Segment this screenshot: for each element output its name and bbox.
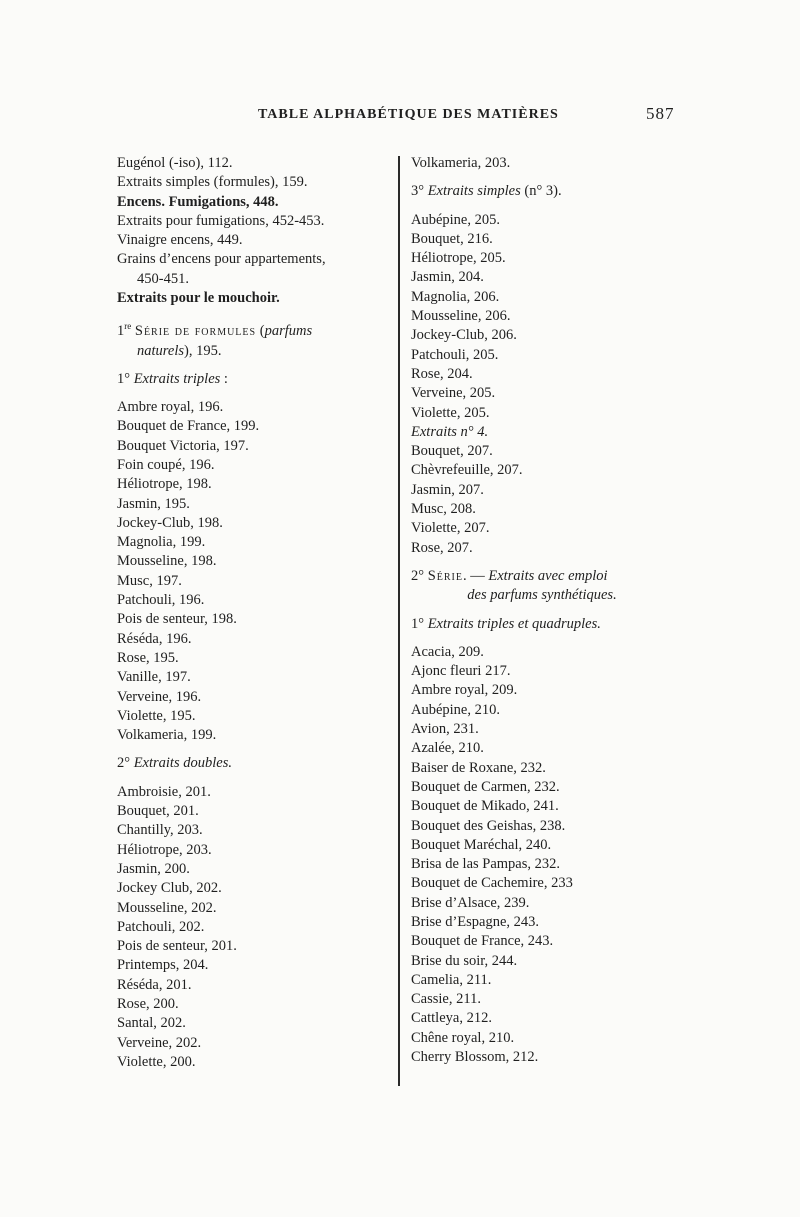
index-entry: Extraits n° 4. [411, 423, 489, 440]
index-entry: Bouquet de Carmen, 232. [411, 778, 560, 795]
index-entry: Santal, 202. [117, 1015, 186, 1032]
index-entry: Baiser de Roxane, 232. [411, 759, 546, 776]
index-entry: 1° Extraits triples et quadruples. [411, 615, 601, 632]
index-entry: Réséda, 201. [117, 976, 192, 993]
index-entry: Encens. Fumigations, 448. [117, 193, 279, 210]
index-entry: Verveine, 205. [411, 385, 496, 402]
index-entry: Jasmin, 195. [117, 495, 190, 512]
index-entry: Mousseline, 206. [411, 308, 511, 325]
index-entry: Mousseline, 198. [117, 553, 217, 570]
index-entry: Magnolia, 206. [411, 288, 500, 305]
index-entry: Bouquet Victoria, 197. [117, 437, 249, 454]
index-entry: Vinaigre encens, 449. [117, 232, 243, 249]
index-entry: Violette, 200. [117, 1053, 196, 1070]
index-entry: Jasmin, 200. [117, 860, 190, 877]
index-entry: Pois de senteur, 201. [117, 938, 237, 955]
index-entry: Violette, 195. [117, 707, 196, 724]
index-entry: Ambroisie, 201. [117, 783, 211, 800]
index-entry: Extraits pour le mouchoir. [117, 290, 280, 307]
index-entry: Volkameria, 203. [411, 155, 511, 171]
index-entry: Azalée, 210. [411, 740, 484, 757]
index-entry: Mousseline, 202. [117, 899, 217, 916]
index-entry: Extraits pour fumigations, 452-453. [117, 212, 325, 229]
index-entry: Bouquet, 201. [117, 803, 199, 820]
index-entry: Violette, 205. [411, 404, 490, 421]
index-entry: Héliotrope, 205. [411, 250, 506, 267]
index-entry: Verveine, 196. [117, 688, 202, 705]
index-entry: Bouquet de France, 199. [117, 418, 260, 435]
index-entry: Volkameria, 199. [117, 727, 217, 744]
index-entry: 1re Série de formules (parfums [117, 321, 313, 340]
index-entry: des parfums synthétiques. [467, 587, 617, 604]
index-entry: 2° Extraits doubles. [117, 755, 232, 772]
index-entry: Bouquet des Geishas, 238. [411, 817, 566, 834]
index-entry: Rose, 195. [117, 649, 179, 666]
index-entry: 450-451. [137, 270, 189, 287]
index-entry: Brisa de las Pampas, 232. [411, 856, 561, 873]
index-entry: Musc, 208. [411, 501, 476, 518]
index-entry: Ajonc fleuri 217. [411, 663, 511, 680]
index-entry: Camelia, 211. [411, 971, 492, 988]
index-entry: Magnolia, 199. [117, 534, 206, 551]
index-entry: Brise d’Alsace, 239. [411, 894, 530, 911]
index-entry: Cherry Blossom, 212. [411, 1049, 539, 1066]
index-entry: Chantilly, 203. [117, 822, 203, 839]
index-entry: Foin coupé, 196. [117, 456, 215, 473]
index-entry: Jasmin, 204. [411, 269, 484, 286]
index-entry: Extraits simples (formules), 159. [117, 174, 308, 191]
index-entry: Jockey-Club, 206. [411, 327, 517, 344]
index-column-right [411, 154, 693, 1067]
index-entry: Avion, 231. [411, 721, 479, 738]
index-entry: Ambre royal, 209. [411, 682, 518, 699]
index-entry: Chèvrefeuille, 207. [411, 462, 523, 479]
index-entry: Cattleya, 212. [411, 1010, 492, 1027]
index-entry: Violette, 207. [411, 520, 490, 537]
index-entry: Acacia, 209. [411, 643, 484, 660]
index-entry: Bouquet de Mikado, 241. [411, 798, 559, 815]
index-entry: Héliotrope, 203. [117, 841, 212, 858]
index-entry: Bouquet de Cachemire, 233 [411, 875, 573, 892]
page-header-title: TABLE ALPHABÉTIQUE DES MATIÈRES [258, 107, 559, 122]
index-entry: Grains d’encens pour appartements, [117, 251, 326, 268]
index-column-left [117, 154, 389, 1072]
index-entry: Pois de senteur, 198. [117, 611, 237, 628]
index-entry: Héliotrope, 198. [117, 476, 212, 493]
index-entry: 2° Série. — Extraits avec emploi [411, 567, 608, 584]
index-entry: Bouquet, 207. [411, 443, 493, 460]
index-entry: Bouquet de France, 243. [411, 933, 554, 950]
index-entry: Réséda, 196. [117, 630, 192, 647]
index-entry: Patchouli, 205. [411, 346, 499, 363]
index-entry: Patchouli, 202. [117, 918, 205, 935]
index-entry: Rose, 204. [411, 365, 473, 382]
index-entry: Eugénol (-iso), 112. [117, 155, 233, 171]
index-entry: Bouquet, 216. [411, 230, 493, 247]
index-entry: Jockey-Club, 198. [117, 514, 223, 531]
index-entry: Vanille, 197. [117, 669, 191, 686]
index-entry: Brise d’Espagne, 243. [411, 913, 540, 930]
index-entry: Aubépine, 210. [411, 701, 500, 718]
index-entry: 1° Extraits triples : [117, 370, 228, 387]
index-entry: Musc, 197. [117, 572, 182, 589]
index-entry: Verveine, 202. [117, 1034, 202, 1051]
index-entry: Jockey Club, 202. [117, 880, 222, 897]
index-entry: Bouquet Maréchal, 240. [411, 836, 552, 853]
index-entry: Patchouli, 196. [117, 592, 205, 609]
index-entry: Ambre royal, 196. [117, 399, 224, 416]
index-entry: Rose, 200. [117, 996, 179, 1012]
index-entry: Jasmin, 207. [411, 481, 484, 498]
index-entry: Rose, 207. [411, 539, 473, 556]
index-entry: Aubépine, 205. [411, 211, 500, 228]
index-entry: Cassie, 211. [411, 991, 481, 1008]
column-divider [398, 156, 400, 1086]
index-entry: Printemps, 204. [117, 957, 209, 974]
page-number: 587 [646, 104, 675, 123]
index-entry: Chêne royal, 210. [411, 1029, 515, 1046]
index-entry: naturels), 195. [137, 342, 222, 359]
index-entry: 3° Extraits simples (n° 3). [411, 183, 562, 200]
index-entry: Brise du soir, 244. [411, 952, 518, 969]
